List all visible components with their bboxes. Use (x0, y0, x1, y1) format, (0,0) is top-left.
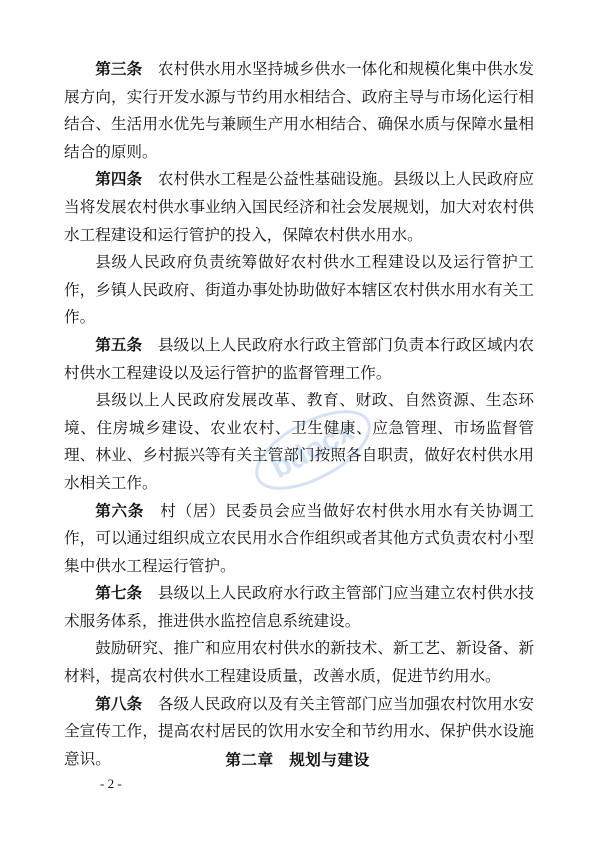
paragraph-text: 农村供水工程是公益性基础设施。县级以上人民政府应当将发展农村供水事业纳入国民经济和社会发展规划，加大对农村供水工程建设和运行管护的投入，保障农村供水用水。 (64, 170, 534, 244)
paragraph-text: 县级以上人民政府发展改革、教育、财政、自然资源、生态环境、住房城乡建设、农业农村、卫生健康、应急管理、市场监督管理、林业、乡村振兴等有关主管部门按照各自职责，做好农村供水用水相关工作。 (64, 391, 534, 492)
paragraph-article-3 (64, 56, 534, 166)
paragraph-article-4 (64, 166, 534, 249)
paragraph-article-4-cont (64, 249, 534, 332)
article-number: 第五条 (95, 335, 143, 354)
paragraph-article-5-cont (64, 387, 534, 497)
paragraph-text: 县级人民政府负责统筹做好农村供水工程建设以及运行管护工作，乡镇人民政府、街道办事处协助做好本辖区农村供水用水有关工作。 (64, 253, 534, 327)
chapter-number: 第二章 (225, 751, 274, 769)
paragraph-article-6 (64, 498, 534, 581)
chapter-heading (0, 748, 595, 770)
chapter-title: 规划与建设 (289, 751, 370, 769)
article-number: 第六条 (95, 501, 145, 520)
article-number: 第八条 (95, 694, 143, 713)
paragraph-text: 县级以上人民政府水行政主管部门负责本行政区域内农村供水工程建设以及运行管护的监督管理工作。 (64, 335, 534, 382)
paragraph-text: 农村供水用水坚持城乡供水一体化和规模化集中供水发展方向，实行开发水源与节约用水相结合、政府主导与市场化运行相结合、生活用水优先与兼顾生产用水相结合、确保水质与保障水量相结合的原则。 (64, 60, 534, 161)
paragraph-article-7-cont (64, 635, 534, 690)
page-number: - 2 - (100, 776, 122, 791)
paragraph-text: 村（居）民委员会应当做好农村供水用水有关协调工作，可以通过组织成立农民用水合作组织或者其他方式负责农村小型集中供水工程运行管护。 (64, 501, 534, 575)
document-body (64, 56, 534, 773)
article-number: 第三条 (95, 60, 143, 78)
paragraph-article-5 (64, 332, 534, 387)
article-number: 第四条 (95, 170, 143, 189)
paragraph-text: 鼓励研究、推广和应用农村供水的新技术、新工艺、新设备、新材料，提高农村供水工程建设质量，改善水质，促进节约用水。 (64, 639, 534, 686)
paragraph-text: 县级以上人民政府水行政主管部门应当建立农村供水技术服务体系，推进供水监控信息系统建设。 (64, 584, 534, 630)
watermark-text: bdocx (266, 414, 360, 485)
article-number: 第七条 (95, 584, 143, 603)
paragraph-text: 各级人民政府以及有关主管部门应当加强农村饮用水安全宣传工作，提高农村居民的饮用水安全和节约用水、保护供水设施意识。 (64, 694, 534, 768)
paragraph-article-7 (64, 580, 534, 635)
